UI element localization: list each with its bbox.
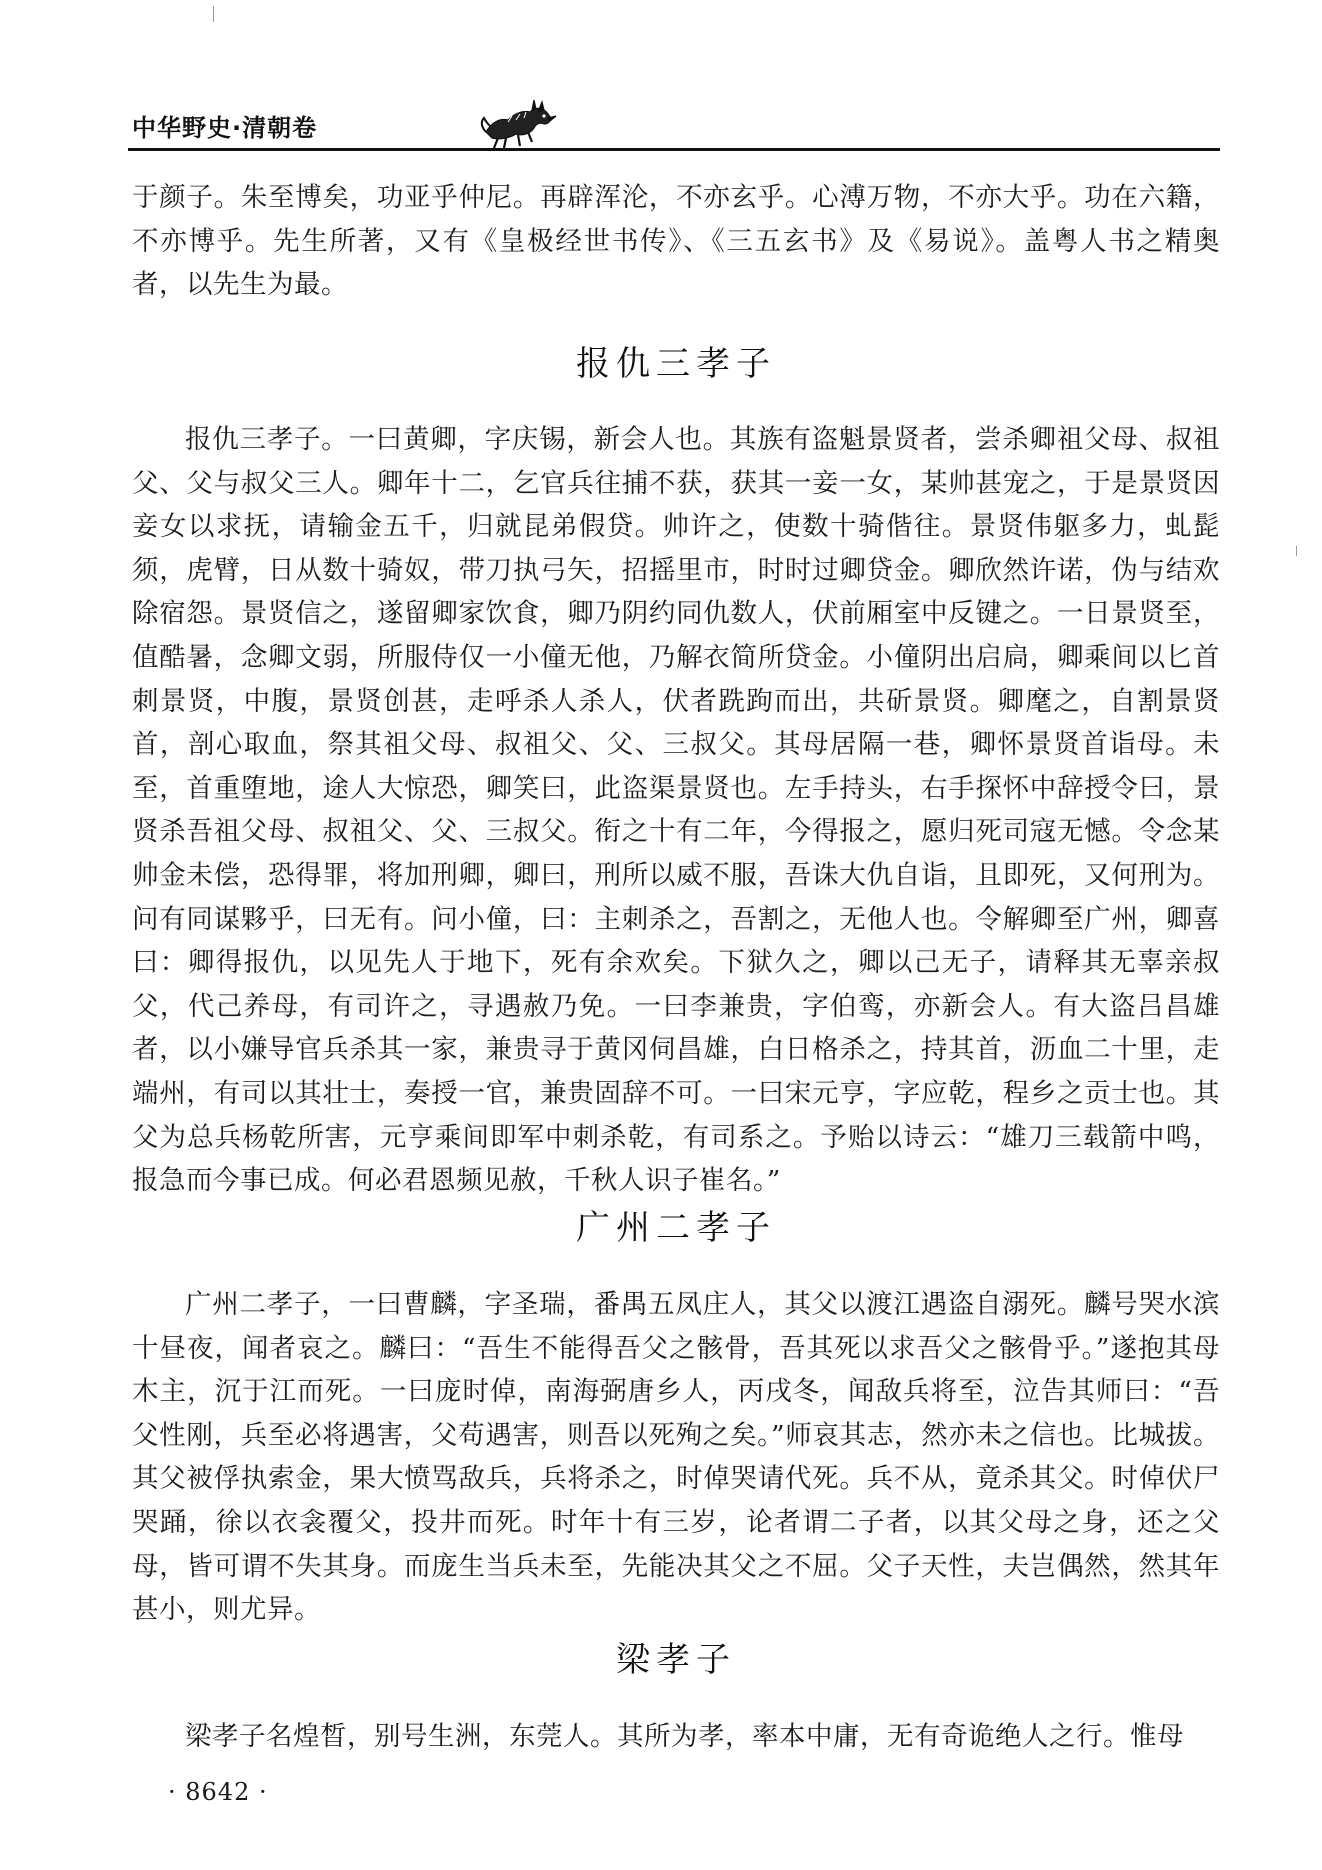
- section-paragraph: 梁孝子名煌晳，别号生洲，东莞人。其所为孝，率本中庸，无有奇诡绝人之行。惟母: [185, 1721, 1184, 1752]
- dragon-icon: [478, 92, 558, 152]
- section-title-baochou: 报仇三孝子: [576, 344, 776, 384]
- header-rule: [128, 148, 1220, 151]
- section-body-guangzhou: [132, 1283, 1220, 1632]
- section-title-liang: 梁孝子: [616, 1640, 736, 1680]
- section-body-liang: [132, 1715, 1220, 1759]
- section-paragraph: 广州二孝子，一曰曹麟，字圣瑞，番禺五凤庄人，其父以渡江遇盗自溺死。麟号哭水滨十昼夜，闻者哀之。麟曰：“吾生不能得吾父之骸骨，吾其死以求吾父之骸骨乎。”遂抱其母木主，沉于江而死。一曰庞时倬，南海弼唐乡人，丙戌冬，闻敌兵将至，泣告其师曰：“吾父性刚，兵至必将遇害，父苟遇害，则吾以死殉之矣。”师哀其志，然亦未之信也。比城拔。其父被俘执索金，果大愤骂敌兵，兵将杀之，时倬哭请代死。兵不从，竟杀其父。时倬伏尸哭踊，徐以衣衾覆父，投井而死。时年十有三岁，论者谓二子者，以其父母之身，还之父母，皆可谓不失其身。而庞生当兵未至，先能决其父之不屈。父子天性，夫岂偶然，然其年甚小，则尤异。: [132, 1289, 1220, 1626]
- page-number: · 8642 ·: [168, 1778, 268, 1806]
- scan-mark: [1296, 546, 1297, 556]
- section-paragraph: 报仇三孝子。一曰黄卿，字庆锡，新会人也。其族有盗魁景贤者，尝杀卿祖父母、叔祖父、父与叔父三人。卿年十二，乞官兵往捕不获，获其一妾一女，某帅甚宠之，于是景贤因妾女以求抚，请输金五千，归就昆弟假贷。帅许之，使数十骑偕往。景贤伟躯多力，虬髭须，虎臂，日从数十骑奴，带刀执弓矢，招摇里市，时时过卿贷金。卿欣然许诺，伪与结欢除宿怨。景贤信之，遂留卿家饮食，卿乃阴约同仇数人，伏前厢室中反键之。一日景贤至，值酷暑，念卿文弱，所服侍仅一小僮无他，乃解衣简所贷金。小僮阴出启扃，卿乘间以匕首刺景贤，中腹，景贤创甚，走呼杀人杀人，伏者跣跔而出，共斫景贤。卿麾之，自割景贤首，剖心取血，祭其祖父母、叔祖父、父、三叔父。其母居隔一巷，卿怀景贤首诣母。未至，首重堕地，途人大惊恐，卿笑曰，此盗渠景贤也。左手持头，右手探怀中辞授令曰，景贤杀吾祖父母、叔祖父、父、三叔父。衔之十有二年，今得报之，愿归死司寇无憾。令念某帅金未偿，恐得罪，将加刑卿，卿曰，刑所以威不服，吾诛大仇自诣，且即死，又何刑为。问有同谋夥乎，曰无有。问小僮，曰：主刺杀之，吾割之，无他人也。令解卿至广州，卿喜曰：卿得报仇，以见先人于地下，死有余欢矣。下狱久之，卿以己无子，请释其无辜亲叔父，代己养母，有司许之，寻遇赦乃免。一曰李兼贵，字伯鸾，亦新会人。有大盗吕昌雄者，以小嫌导官兵杀其一家，兼贵寻于黄冈伺昌雄，白日格杀之，持其首，沥血二十里，走端州，有司以其壮士，奏授一官，兼贵固辞不可。一曰宋元亨，字应乾，程乡之贡士也。其父为总兵杨乾所害，元亨乘间即军中刺杀乾，有司系之。予贻以诗云：“雄刀三载箭中鸣，报急而今事已成。何必君恩频见赦，千秋人识子崔名。”: [132, 424, 1220, 1197]
- continuation-paragraph: 于颜子。朱至博矣，功亚乎仲尼。再辟浑沦，不亦玄乎。心溥万物，不亦大乎。功在六籍，不亦博乎。先生所著，又有《皇极经世书传》、《三五玄书》及《易说》。盖粤人书之精奥者，以先生为最。: [132, 182, 1220, 301]
- section-title-guangzhou: 广州二孝子: [576, 1208, 776, 1248]
- section-body-baochou: [132, 418, 1220, 1203]
- continuation-block: [132, 176, 1220, 307]
- running-title: 中华野史·清朝卷: [132, 114, 318, 142]
- scan-mark: [213, 6, 214, 22]
